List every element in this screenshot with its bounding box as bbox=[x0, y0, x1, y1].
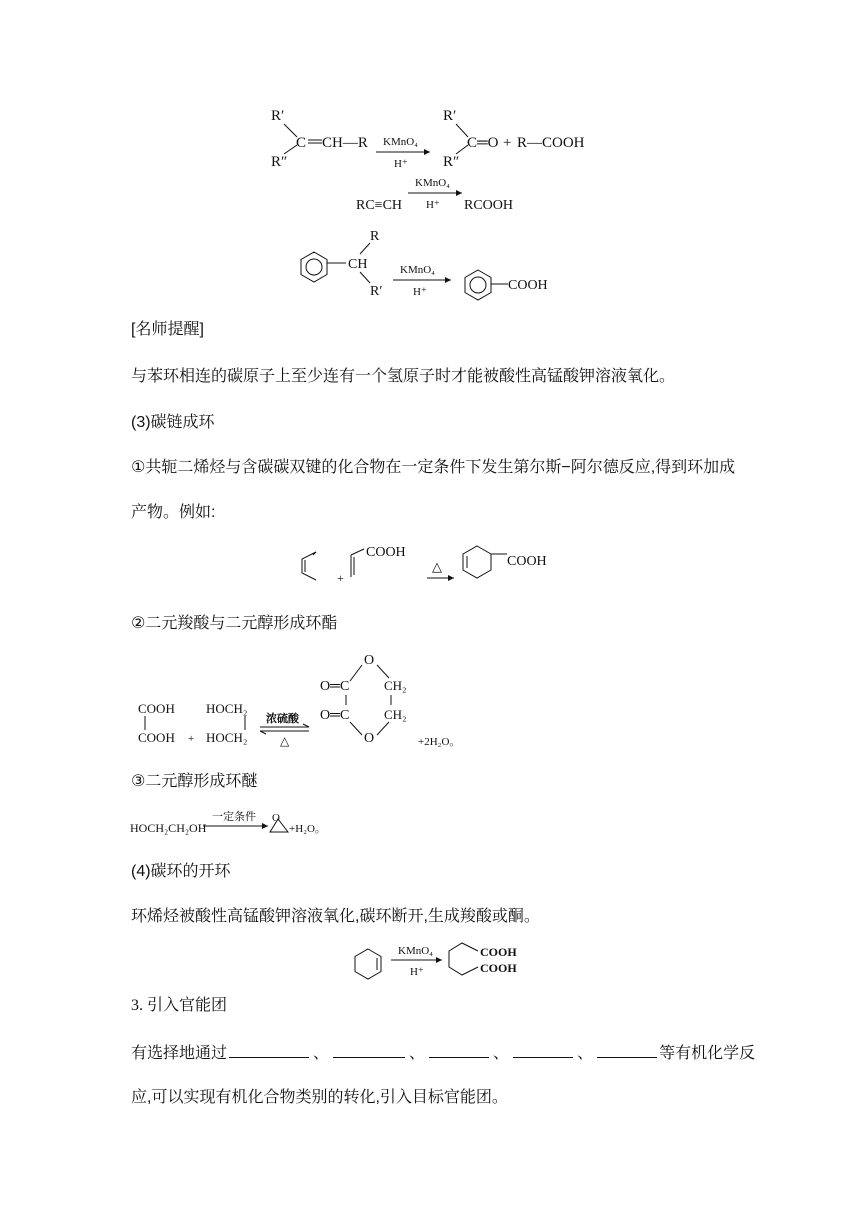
ring-carbonyl-lower: O═C bbox=[320, 708, 350, 723]
r-prime-label: R′ bbox=[271, 108, 285, 124]
condition-h-plus: H⁺ bbox=[394, 158, 408, 170]
fill-in-tail: 等有机化学反 bbox=[659, 1045, 756, 1062]
glycol-reactant: HOCH₂CH₂OH bbox=[130, 821, 207, 835]
alcohol-top: HOCH₂ bbox=[206, 701, 248, 716]
separator: 、 bbox=[313, 1045, 330, 1062]
product-cooh-bottom: COOH bbox=[480, 961, 517, 975]
acid-bottom-cooh: COOH bbox=[138, 730, 175, 745]
plus-sign: + bbox=[503, 135, 512, 151]
section-functional-group-heading: 3. 引入官能团 bbox=[131, 997, 228, 1014]
ring-ch2-lower: CH₂ bbox=[384, 707, 407, 722]
ring-ch2-upper: CH₂ bbox=[384, 678, 407, 693]
heat-condition: △ bbox=[432, 559, 442, 574]
reagent-kmno4: KMnO₄ bbox=[398, 945, 434, 957]
section-4-heading: (4)碳环的开环 bbox=[131, 863, 231, 880]
section-3-heading: (3)碳链成环 bbox=[131, 414, 215, 431]
adipic-acid-chain bbox=[449, 943, 478, 975]
fill-in-sentence bbox=[131, 1043, 755, 1064]
product-cooh-top: COOH bbox=[480, 945, 517, 959]
reagent-kmno4: KMnO₄ bbox=[383, 136, 419, 148]
condition-certain: 一定条件 bbox=[212, 811, 256, 823]
ring-o-bottom: O bbox=[364, 731, 375, 746]
product-cooh: COOH bbox=[507, 554, 547, 569]
plus-sign: + bbox=[188, 733, 195, 745]
heat-condition: △ bbox=[280, 734, 290, 748]
separator: 、 bbox=[493, 1045, 510, 1062]
separator: 、 bbox=[409, 1045, 426, 1062]
epoxide-o: O bbox=[272, 812, 280, 824]
fill-in-continuation: 应,可以实现有机化合物类别的转化,引入目标官能团。 bbox=[131, 1089, 508, 1106]
product-r-prime: R′ bbox=[443, 108, 457, 124]
substituent-r-prime: R′ bbox=[370, 284, 383, 299]
plus-sign: + bbox=[337, 571, 344, 585]
tip-text: 与苯环相连的碳原子上至少连有一个氢原子时才能被酸性高锰酸钾溶液氧化。 bbox=[131, 368, 676, 385]
tip-heading: [名师提醒] bbox=[131, 321, 204, 338]
diels-alder-text-line2: 产物。例如: bbox=[131, 504, 216, 521]
product-acid: R—COOH bbox=[517, 135, 585, 151]
alkene-carbon: C bbox=[296, 135, 307, 151]
product-ketone: C═O bbox=[467, 135, 499, 151]
reagent-kmno4: KMnO₄ bbox=[400, 264, 436, 276]
condition-conc-h2so4: 浓硫酸 bbox=[266, 713, 299, 725]
byproduct-water: +H₂O。 bbox=[289, 823, 326, 835]
answer-blank-2[interactable] bbox=[333, 1043, 405, 1058]
reagent-kmno4: KMnO₄ bbox=[415, 177, 451, 189]
benzylic-ch: CH bbox=[348, 257, 368, 272]
answer-blank-4[interactable] bbox=[513, 1043, 573, 1058]
benzoic-cooh: COOH bbox=[508, 278, 548, 293]
substituent-r: R bbox=[370, 229, 380, 244]
answer-blank-5[interactable] bbox=[597, 1043, 657, 1058]
condition-h-plus: H⁺ bbox=[413, 286, 427, 298]
answer-blank-3[interactable] bbox=[429, 1043, 489, 1058]
alkyne-product: RCOOH bbox=[464, 198, 514, 213]
ring-carbonyl-upper: O═C bbox=[320, 679, 350, 694]
alkene-ch-r: CH—R bbox=[322, 135, 368, 151]
alkyne-reactant: RC≡CH bbox=[356, 198, 403, 213]
answer-blank-1[interactable] bbox=[229, 1043, 309, 1058]
ring-o-top: O bbox=[364, 653, 375, 668]
ring-opening-text: 环烯烃被酸性高锰酸钾溶液氧化,碳环断开,生成羧酸或酮。 bbox=[131, 908, 540, 925]
separator: 、 bbox=[577, 1045, 594, 1062]
condition-h-plus: H⁺ bbox=[410, 966, 424, 978]
product-r-dprime: R″ bbox=[443, 154, 460, 170]
byproduct-water: +2H₂O。 bbox=[418, 736, 461, 748]
acrylic-cooh: COOH bbox=[366, 545, 406, 560]
alcohol-bottom: HOCH₂ bbox=[206, 730, 248, 745]
acid-top-cooh: COOH bbox=[138, 701, 175, 716]
diels-alder-text-line1: ①共轭二烯烃与含碳碳双键的化合物在一定条件下发生第尔斯−阿尔德反应,得到环加成 bbox=[131, 459, 736, 476]
fill-in-lead: 有选择地通过 bbox=[131, 1045, 228, 1062]
r-dprime-label: R″ bbox=[271, 154, 288, 170]
cyclic-ether-heading: ③二元醇形成环醚 bbox=[131, 773, 258, 790]
cyclic-ester-heading: ②二元羧酸与二元醇形成环酯 bbox=[131, 615, 338, 632]
condition-h-plus: H⁺ bbox=[426, 199, 440, 211]
